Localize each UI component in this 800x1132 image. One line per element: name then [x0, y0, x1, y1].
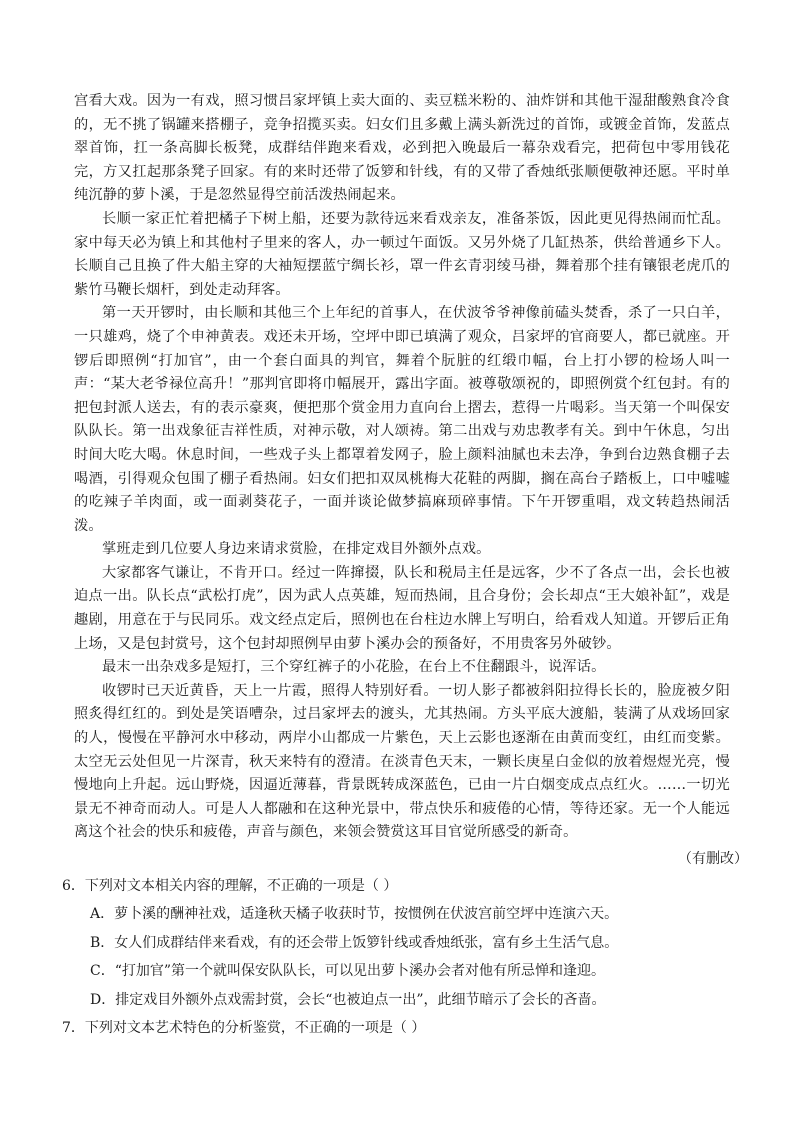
question-6-option-c: C．“打加官”第一个就叫保安队队长，可以见出萝卜溪办会者对他有所忌惮和逢迎。 — [90, 963, 606, 979]
question-6-stem: 6．下列对文本相关内容的理解，不正确的一项是（ ） — [62, 878, 398, 894]
passage-paragraph: 长顺一家正忙着把橘子下树上船，还要为款待远来看戏亲友，准备茶饭，因此更见得热闹而忙乱。家中每天必为镇上和其他村子里来的客人，办一顿过午面饭。又另外烧了几缸热茶，供给普通乡下人。长顺自己且换了件大船主穿的大袖短摆蓝宁绸长衫，罩一件玄青羽绫马褂，舞着那个挂有镶银老虎爪的紫竹马鞭长烟杆，到处走动拜客。 — [74, 210, 730, 298]
question-6-option-b: B．女人们成群结伴来看戏，有的还会带上饭箩针线或香烛纸张，富有乡土生活气息。 — [90, 934, 619, 951]
passage-paragraph: 大家都客气谦让，不肯开口。经过一阵撺掇，队长和税局主任是远客，少不了各点一出，会长也被迫点一出。队长点“武松打虎”，因为武人点英雄，短而热闹，且合身份；会长却点“王大娘补缸”，戏是趣剧，用意在于与民同乐。戏文经点定后，照例也在台柱边水牌上写明白，给看戏人知道。开锣后正角上场，又是包封赏号，这个包封却照例早由萝卜溪办会的预备好，不用贵客另外破钞。 — [74, 564, 730, 652]
passage-paragraph: 掌班走到几位要人身边来请求赏脸，在排定戏目外额外点戏。 — [102, 541, 491, 558]
question-6-option-d: D．排定戏目外额外点戏需封赏，会长“也被迫点一出”，此细节暗示了会长的吝啬。 — [90, 991, 606, 1008]
source-note: （有删改） — [678, 851, 748, 867]
question-7-stem: 7．下列对文本艺术特色的分析鉴赏，不正确的一项是（ ） — [62, 1020, 426, 1036]
passage-paragraph: 收锣时已天近黄昏，天上一片霞，照得人特别好看。一切人影子都被斜阳拉得长长的，脸庞被夕阳照炙得红红的。到处是笑语嘈杂，过吕家坪去的渡头，尤其热闹。方头平底大渡船，装满了从戏场回家的人，慢慢在平静河水中移动，两岸小山都成一片紫色，天上云影也逐渐在由黄而变红，由红而变紫。太空无云处但见一片深青，秋天来特有的澄清。在淡青色天末，一颗长庚星白金似的放着煜煜光亮，慢慢地向上升起。远山野烧，因逼近薄暮，背景既转成深蓝色，已由一片白烟变成点点红火。……一切光景无不神奇而动人。可是人人都融和在这种光景中，带点快乐和疲倦的心情，等待还家。无一个人能远离这个社会的快乐和疲倦，声音与颜色，来领会赞赏这耳目官觉所感受的新奇。 — [74, 682, 730, 841]
question-6-option-a: A．萝卜溪的酬神社戏，适逢秋天橘子收获时节，按惯例在伏波宫前空坪中连演六天。 — [90, 906, 619, 922]
passage-paragraph: 第一天开锣时，由长顺和其他三个上年纪的首事人，在伏波爷爷神像前磕头焚香，杀了一只白羊，一只雄鸡，烧了个申神黄表。戏还未开场，空坪中即已填满了观众，吕家坪的官商要人，都已就座。开锣后即照例“打加官”，由一个套白面具的判官，舞着个朊脏的红缎巾幅，台上打小锣的检场人叫一声：“某大老爷禄位高升！”那判官即将巾幅展开，露出字面。被尊敬颂祝的，即照例赏个红包封。有的把包封派人送去，有的表示豪爽，便把那个赏金用力直向台上摺去，惹得一片喝彩。当天第一个叫保安队队长。第一出戏象征吉祥性质，对神示敬，对人颂祷。第二出戏与劝忠教孝有关。到中午休息，匀出时间大吃大喝。休息时间，一些戏子头上都罩着发网子，脸上颜料油腻也未去净，争到台边熟食棚子去喝酒，引得观众包围了棚子看热闹。妇女们把扣双凤桃梅大花鞋的两脚，搁在高台子踏板上，口中嘘嘘的吃辣子羊肉面，或一面剥葵花子，一面并谈论做梦搞麻顼碎事情。下午开锣重唱，戏文转趋热闹活泼。 — [74, 305, 730, 534]
passage-paragraph: 最末一出杂戏多是短打，三个穿红裤子的小花脸，在台上不住翻跟斗，说浑话。 — [102, 659, 606, 676]
question-section — [62, 872, 742, 1042]
reading-passage — [74, 90, 730, 845]
passage-paragraph: 宫看大戏。因为一有戏，照习惯吕家坪镇上卖大面的、卖豆糕米粉的、油炸饼和其他干湿甜酸熟食冷食的，无不挑了锅罐来搭棚子，竞争招揽买卖。妇女们且多戴上满头新洗过的首饰，或镀金首饰，发蓝点翠首饰，扛一条高脚长板凳，成群结伴跑来看戏，必到把入晚最后一幕杂戏看完，把荷包中零用钱花完，方又扛起那条凳子回家。有的来时还带了饭箩和针线，有的又带了香烛纸张顺便敬神还愿。平时单纯沉静的萝卜溪，于是忽然显得空前活泼热闹起来。 — [74, 93, 730, 204]
